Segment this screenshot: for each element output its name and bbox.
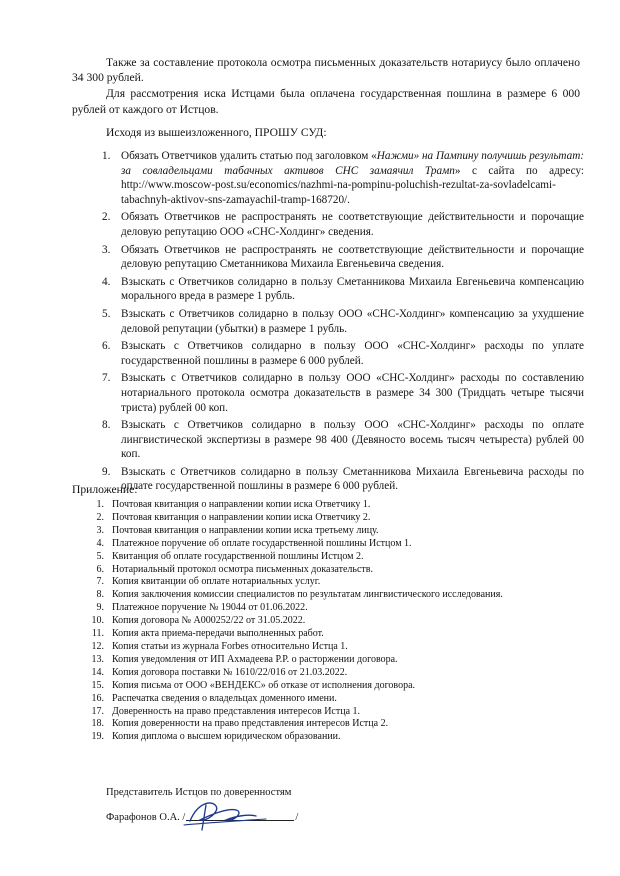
demand-text: Взыскать с Ответчиков солидарно в пользу ООО «СНС-Холдинг» расходы по оплате лингвистической экспертизы в размере 98 400 (Девяносто восемь тысяч четыреста) рублей 00 коп.: [121, 419, 584, 461]
annex-text: Копия квитанции об оплате нотариальных услуг.: [112, 576, 321, 588]
demand-item: [94, 465, 584, 494]
annex-number: 9.: [96, 602, 104, 614]
annex-item: [84, 680, 584, 693]
demand-number: 8.: [102, 419, 111, 432]
annex-number: 3.: [96, 524, 104, 536]
representative-caption: Представитель Истцов по доверенностям: [106, 787, 292, 798]
intro-section: [72, 55, 580, 118]
demand-item: [94, 210, 584, 239]
annex-number: 10.: [91, 615, 104, 627]
demand-number: 3.: [102, 243, 111, 256]
annex-item: [84, 576, 584, 589]
handwritten-signature: [176, 796, 272, 836]
intro-paragraph-1: Также за составление протокола осмотра письменных доказательств нотариусу было оплачено 34 300 рублей.: [72, 56, 580, 85]
annex-text: Почтовая квитанция о направлении копии иска Ответчику 1.: [112, 499, 371, 510]
annex-number: 1.: [96, 499, 104, 510]
annex-number: 12.: [91, 640, 104, 652]
annex-item: [84, 731, 584, 744]
annex-number: 8.: [96, 589, 104, 601]
annex-text: Копия договора № А000252/22 от 31.05.2022.: [112, 615, 306, 627]
prayer-heading: Исходя из вышеизложенного, ПРОШУ СУД:: [106, 126, 327, 139]
annex-number: 5.: [96, 550, 104, 562]
annex-text: Доверенность на право представления интересов Истца 1.: [112, 705, 361, 717]
annex-number: 19.: [91, 731, 104, 743]
annex-item: [84, 718, 584, 731]
annex-item: [84, 706, 584, 719]
intro-paragraph-2: Для рассмотрения иска Истцами была оплачена государственная пошлина в размере 6 000 рублей от каждого от Истцов.: [72, 87, 580, 116]
demand-text: Взыскать с Ответчиков солидарно в пользу Сметанникова Михаила Евгеньевича расходы по оплате государственной пошлины в размере 6 000 рублей.: [121, 465, 584, 493]
annex-item: [84, 564, 584, 577]
annex-item: [84, 615, 584, 628]
annex-item: [84, 589, 584, 602]
demand-item: [94, 275, 584, 304]
article-title: Нажми» на Пампину получишь результат: за совладельцами табачных активов СНС замаячил Трамп: [121, 150, 584, 177]
demand-text: Обязать Ответчиков не распространять не соответствующие действительности и порочащие деловую репутацию Сметанникова Михаила Евгеньевича сведения.: [121, 243, 584, 271]
annex-number: 7.: [96, 576, 104, 588]
demand-text: Взыскать с Ответчиков солидарно в пользу ООО «СНС-Холдинг» расходы по составлению нотариального протокола осмотра доказательств в размере 34 300 (Тридцать четыре тысячи триста) рублей 00 коп.: [121, 372, 584, 414]
demand-number: 6.: [102, 340, 111, 353]
annex-item: [84, 667, 584, 680]
demand-item: [94, 339, 584, 368]
annex-item: [84, 525, 584, 538]
annex-text: Копия договора поставки № 1610/22/016 от 21.03.2022.: [112, 666, 348, 678]
annex-number: 18.: [91, 718, 104, 730]
signature-slash: /: [295, 812, 299, 823]
demand-number: 9.: [102, 465, 111, 478]
annex-item: [84, 499, 584, 512]
demands-list: [94, 149, 584, 497]
annex-heading: Приложение:: [72, 483, 138, 496]
annex-number: 15.: [91, 679, 104, 691]
annex-item: [84, 628, 584, 641]
annex-number: 4.: [96, 537, 104, 549]
demand-number: 5.: [102, 307, 111, 320]
annex-item: [84, 693, 584, 706]
annex-number: 14.: [91, 666, 104, 678]
demand-text-pre: Обязать Ответчиков удалить статью под заголовком «: [121, 150, 377, 162]
demand-item: [94, 243, 584, 272]
demand-number: 7.: [102, 372, 111, 385]
annex-text: Нотариальный протокол осмотра письменных доказательств.: [112, 563, 373, 575]
demand-item: [94, 371, 584, 415]
annex-text: Почтовая квитанция о направлении копии иска третьему лицу.: [112, 524, 379, 536]
annex-number: 16.: [91, 692, 104, 704]
demand-number: 4.: [102, 275, 111, 288]
annex-number: 17.: [91, 705, 104, 717]
annex-text: Копия доверенности на право представления интересов Истца 2.: [112, 718, 389, 730]
annex-number: 2.: [96, 511, 104, 523]
annex-text: Копия статьи из журнала Forbes относительно Истца 1.: [112, 640, 348, 652]
signer-name: Фарафонов О.А. /: [106, 812, 186, 823]
demand-item: [94, 307, 584, 336]
annex-text: Копия уведомления от ИП Ахмадеева Р.Р. о расторжении договора.: [112, 653, 398, 665]
annex-text: Квитанция об оплате государственной пошлины Истцом 2.: [112, 550, 364, 562]
annex-text: Копия заключения комиссии специалистов по результатам лингвистического исследования.: [112, 589, 503, 601]
annex-text: Копия акта приема-передачи выполненных работ.: [112, 628, 324, 640]
demand-item: [94, 149, 584, 207]
annex-text: Распечатка сведения о владельцах доменного имени.: [112, 692, 337, 704]
annex-list: [84, 499, 584, 744]
annex-item: [84, 654, 584, 667]
annex-text: Копия диплома о высшем юридическом образовании.: [112, 731, 341, 743]
demand-text: Взыскать с Ответчиков солидарно в пользу ООО «СНС-Холдинг» компенсацию за ухудшение деловой репутации (убытки) в размере 1 рубль.: [121, 307, 584, 335]
annex-number: 11.: [91, 628, 104, 640]
annex-item: [84, 538, 584, 551]
demand-item: [94, 418, 584, 462]
annex-text: Платежное поручение № 19044 от 01.06.2022.: [112, 602, 308, 614]
annex-item: [84, 512, 584, 525]
demand-text: Обязать Ответчиков не распространять не соответствующие действительности и порочащие деловую репутацию ООО «СНС-Холдинг» сведения.: [121, 211, 584, 238]
demand-number: 2.: [102, 211, 111, 224]
annex-item: [84, 551, 584, 564]
annex-item: [84, 602, 584, 615]
annex-number: 13.: [91, 653, 104, 665]
annex-text: Копия письма от ООО «ВЕНДЕКС» об отказе от исполнения договора.: [112, 679, 416, 691]
annex-item: [84, 641, 584, 654]
demand-text: Взыскать с Ответчиков солидарно в пользу Сметанникова Михаила Евгеньевича компенсацию морального вреда в размере 1 рубль.: [121, 275, 584, 303]
demand-number: 1.: [102, 150, 111, 162]
annex-number: 6.: [96, 563, 104, 575]
annex-text: Почтовая квитанция о направлении копии иска Ответчику 2.: [112, 511, 371, 523]
annex-text: Платежное поручение об оплате государственной пошлины Истцом 1.: [112, 537, 412, 549]
demand-text-post: » с сайта по адресу: http://www.moscow-post.su/economics/nazhmi-na-pompinu-poluchish-rezultat-za-sovladelcami-tabachnyh-aktivov-sns-zamayachil-tramp-168720/.: [121, 164, 584, 206]
demand-text: Взыскать с Ответчиков солидарно в пользу ООО «СНС-Холдинг» расходы по уплате государственной пошлины в размере 6 000 рублей.: [121, 340, 584, 367]
